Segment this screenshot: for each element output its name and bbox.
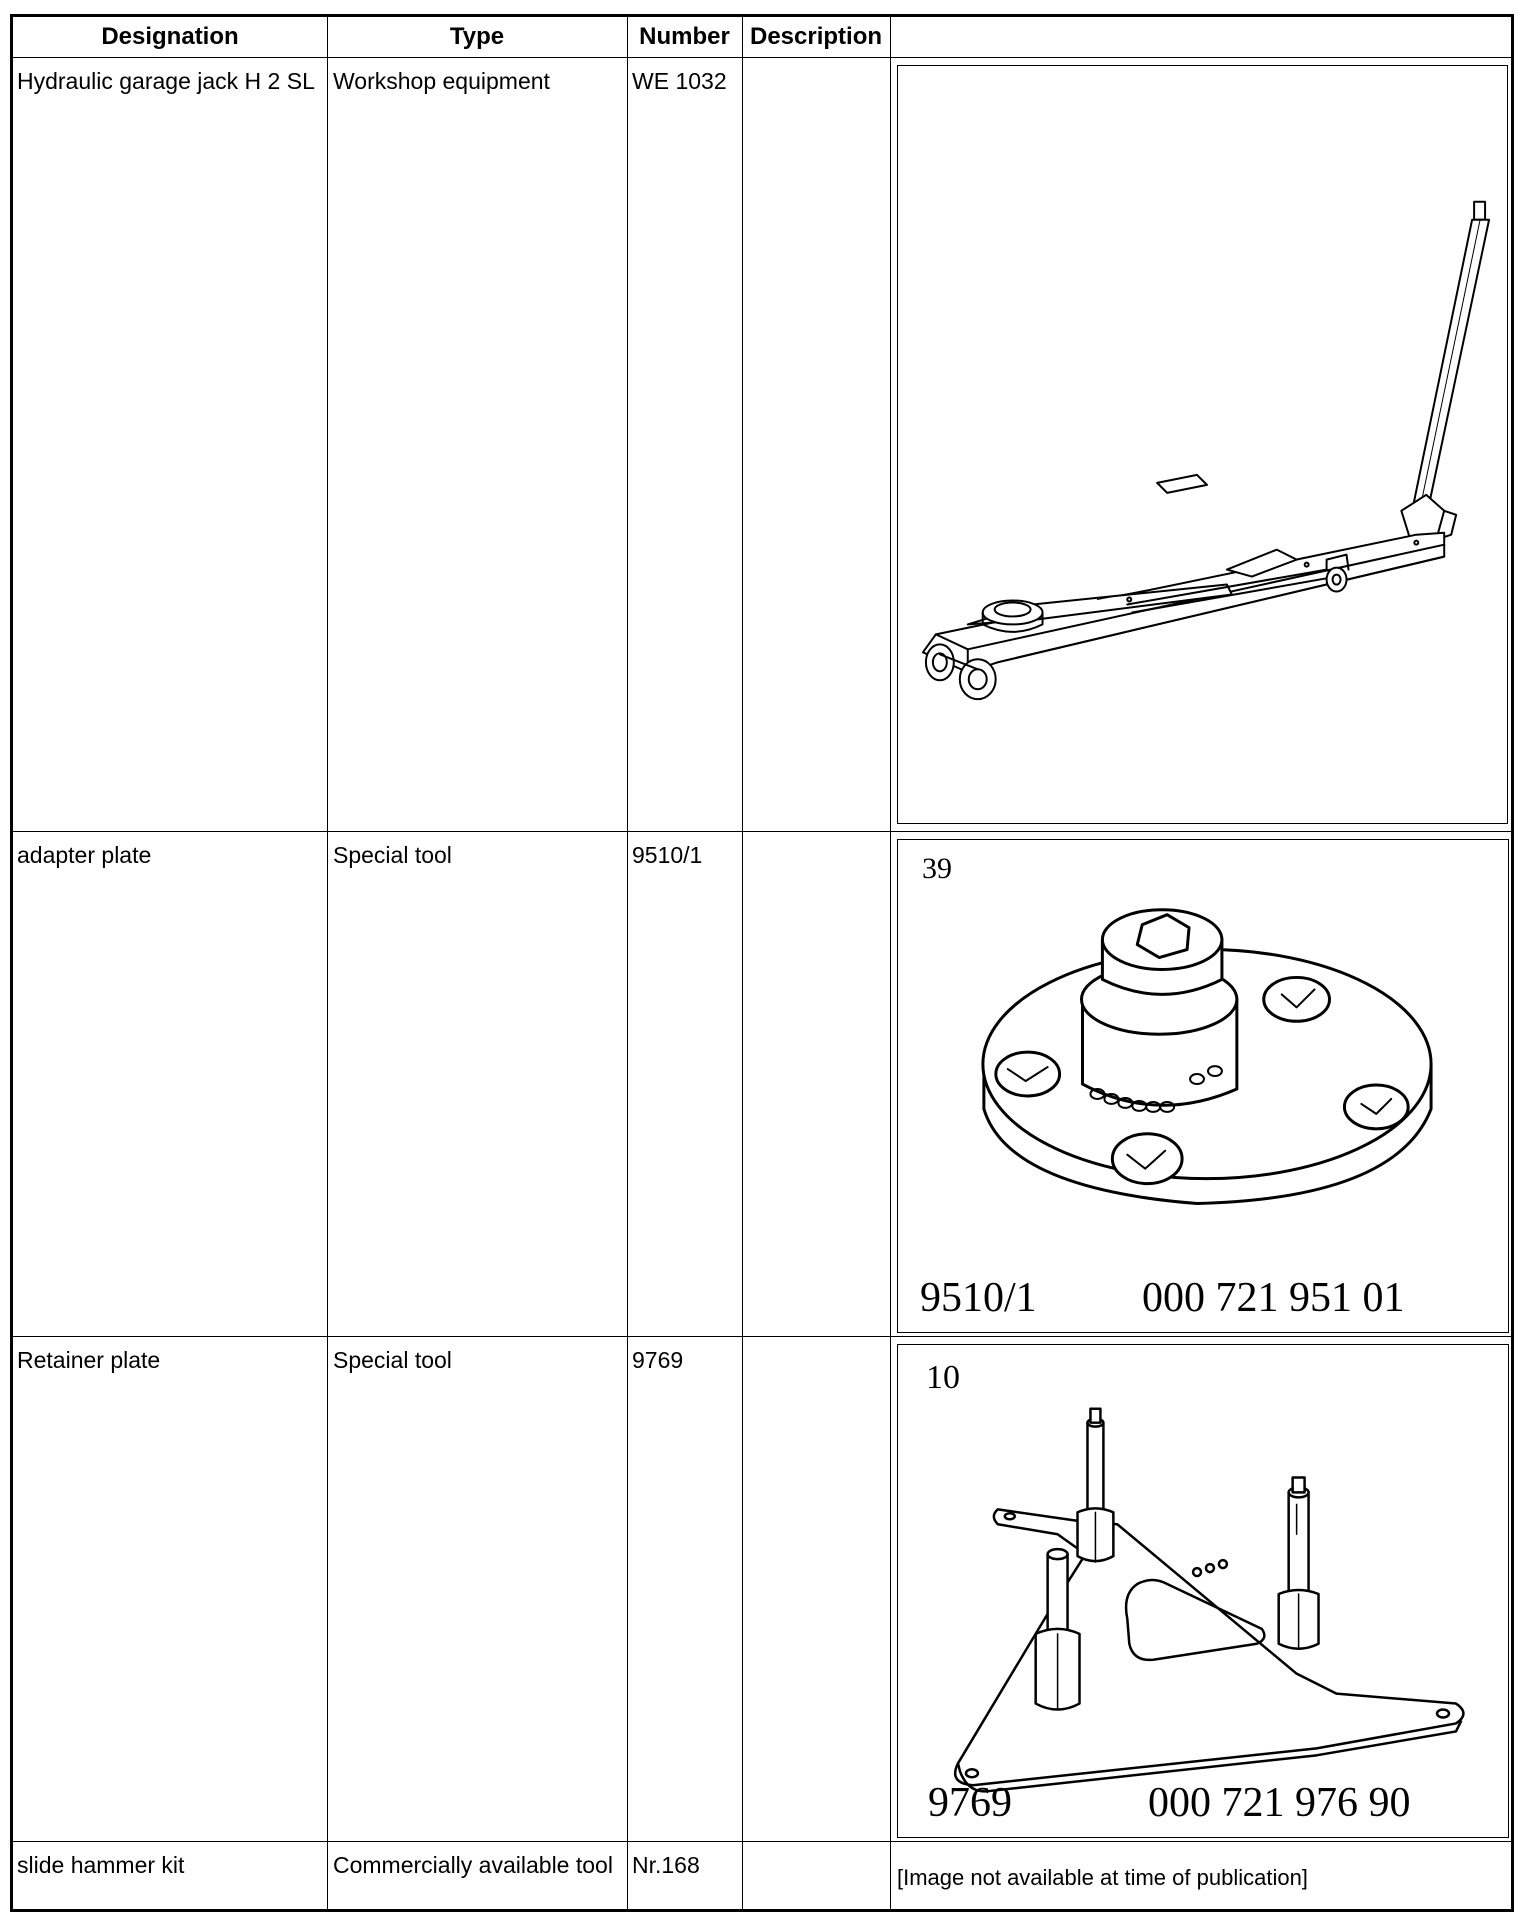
adapter-plate-corner-label: 39 bbox=[922, 852, 952, 885]
header-divider bbox=[13, 57, 1511, 58]
row-divider bbox=[13, 1841, 1511, 1842]
header-description: Description bbox=[749, 23, 883, 50]
row2-type: Special tool bbox=[333, 842, 452, 868]
retainer-plate-corner-label: 10 bbox=[926, 1359, 960, 1396]
retainer-plate-tool-code: 9769 bbox=[928, 1780, 1012, 1826]
row3-type: Special tool bbox=[333, 1347, 452, 1373]
row1-number: WE 1032 bbox=[632, 68, 727, 94]
hydraulic-garage-jack-illustration bbox=[897, 65, 1508, 824]
row4-number: Nr.168 bbox=[632, 1852, 700, 1878]
row1-type: Workshop equipment bbox=[333, 68, 550, 94]
row4-designation: slide hammer kit bbox=[17, 1852, 185, 1878]
header-designation: Designation bbox=[101, 23, 239, 50]
row2-number: 9510/1 bbox=[632, 842, 703, 868]
column-divider bbox=[742, 17, 743, 1909]
row-divider bbox=[13, 1336, 1511, 1337]
row3-designation: Retainer plate bbox=[17, 1347, 161, 1373]
adapter-plate-tool-code: 9510/1 bbox=[920, 1275, 1037, 1321]
column-divider bbox=[327, 17, 328, 1909]
column-divider bbox=[890, 17, 891, 1909]
adapter-plate-illustration bbox=[897, 839, 1509, 1333]
tools-table bbox=[10, 14, 1514, 1912]
retainer-plate-illustration bbox=[897, 1344, 1509, 1838]
column-divider bbox=[627, 17, 628, 1909]
header-image bbox=[890, 17, 1514, 57]
adapter-plate-part-number: 000 721 951 01 bbox=[1142, 1275, 1405, 1321]
row-divider bbox=[13, 831, 1511, 832]
row3-number: 9769 bbox=[632, 1347, 684, 1373]
header-type: Type bbox=[449, 23, 505, 50]
header-number: Number bbox=[639, 23, 730, 50]
retainer-plate-part-number: 000 721 976 90 bbox=[1148, 1780, 1411, 1826]
row2-designation: adapter plate bbox=[17, 842, 152, 868]
row1-designation: Hydraulic garage jack H 2 SL bbox=[17, 68, 315, 94]
row4-type: Commercially available tool bbox=[333, 1852, 613, 1878]
image-not-available-note: [Image not available at time of publication] bbox=[897, 1865, 1308, 1890]
